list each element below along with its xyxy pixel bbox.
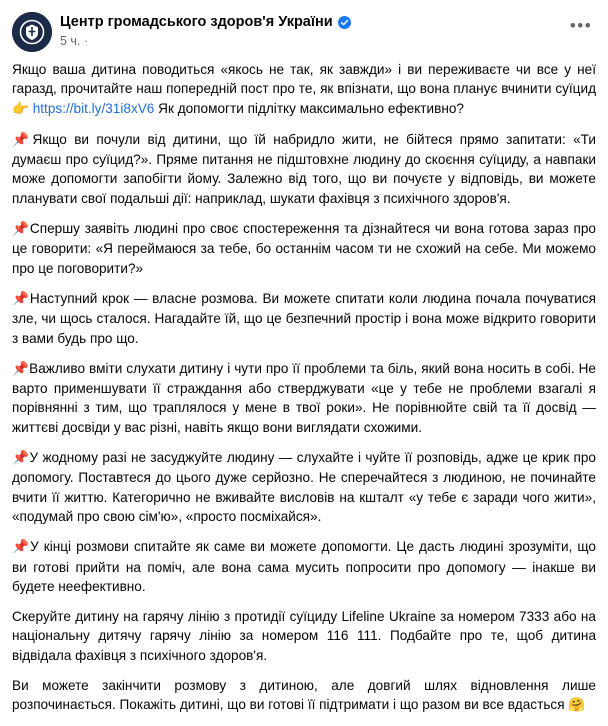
post-meta bbox=[60, 34, 596, 48]
post-text-body bbox=[0, 58, 608, 726]
post-text-run: Спершу заявіть людині про своє спостереження та дізнайтеся чи вона готова зараз про це говорити: «Я переймаюся за тебе, бо останнім часом ти не схожий на себе. Ми можемо про це поговорити?» bbox=[12, 221, 596, 276]
post-timestamp[interactable]: 5 ч. · bbox=[60, 34, 89, 48]
post-text-run: У жодному разі не засуджуйте людину — слухайте і чуйте її розповідь, адже це крик про допомогу. Поставтеся до цього дуже серйозно. Не сперечайтеся з людиною, не починайте вчити її життю. Категорично не вживайте висловів на кшталт «у тебе є заради чого жити», «подумай про свою сім'ю», «просто посміхайся». bbox=[12, 450, 596, 524]
post-paragraph bbox=[12, 359, 596, 437]
post-paragraph bbox=[12, 60, 596, 119]
post-paragraph bbox=[12, 607, 596, 665]
post-text-run: Ви можете закінчити розмову з дитиною, але довгий шлях відновлення лише розпочинається. Покажіть дитині, що ви готові її підтримати і що разом ви все вдасться bbox=[12, 678, 596, 713]
post-text-run: Важливо вміти слухати дитину і чути про її проблеми та біль, який вона носить в собі. Не варто применшувати її страждання або стверджувати «це у тебе не проблеми взагалі я порівнянні з тим, що траплялося у мене в твої роки». Не порівнюйте свій та її досвід — життєві досвіди у вас різні, навіть якщо вони виглядати схожими. bbox=[12, 360, 596, 435]
page-name[interactable]: Центр громадського здоров'я України bbox=[60, 14, 333, 30]
post-paragraph bbox=[12, 219, 596, 278]
post-text-run: Якщо ваша дитина поводиться «якось не так, як завжди» і ви переживаєте чи все у неї гаразд, прочитайте наш попередній пост про те, як впізнати, що вона планує вчинити суїцид bbox=[12, 62, 596, 97]
emoji-icon: 🤗 bbox=[568, 697, 586, 714]
avatar[interactable] bbox=[12, 12, 52, 52]
emoji-icon: 📌 bbox=[12, 221, 30, 238]
emoji-icon: 👉 bbox=[12, 100, 29, 117]
page-name-row bbox=[60, 13, 596, 31]
post-paragraph bbox=[12, 537, 596, 596]
post-header bbox=[0, 0, 608, 58]
emoji-icon: 📌 bbox=[12, 131, 33, 148]
post-text-run: Як допомогти підлітку максимально ефективно? bbox=[154, 100, 464, 116]
post-paragraph bbox=[12, 289, 596, 348]
post-paragraph bbox=[12, 676, 596, 716]
post-more-options-button[interactable]: ••• bbox=[569, 16, 593, 35]
post-text-run: Скеруйте дитину на гарячу лінію з протидії суїциду Lifeline Ukraine за номером 7333 або на національну дитячу гарячу лінію за номером 116 111. Подбайте про те, щоб дитина відвідала фахівця з психічного здоров'я. bbox=[12, 609, 596, 663]
post-text-run: У кінці розмови спитайте як саме ви можете допомогти. Це дасть людині зрозуміти, що ви готові прийти на поміч, але вона сама мусить попросити про допомогу — інакше ви будете неефективно. bbox=[12, 539, 596, 594]
post-author-block bbox=[60, 12, 596, 48]
emoji-icon: 📌 bbox=[12, 539, 31, 556]
emoji-icon: 📌 bbox=[12, 290, 30, 307]
verified-badge-icon bbox=[338, 16, 351, 29]
emoji-icon: 📌 bbox=[12, 450, 30, 467]
post-paragraph bbox=[12, 448, 596, 526]
post-text-run: Якщо ви почули від дитини, що їй набридло жити, не бійтеся прямо запитати: «Ти думаєш про суїцид?». Пряме питання не підштовхне людину до скоєння суїциду, а навпаки може допомогти запобігти йому. Залежно від того, що ви почуєте у відповідь, ви можете планувати свої подальші дії: наприклад, шукати фахівця з психічного здоров'я. bbox=[12, 131, 596, 206]
post-link[interactable]: https://bit.ly/31i8xV6 bbox=[32, 100, 155, 116]
emoji-icon: 📌 bbox=[12, 360, 30, 377]
post-paragraph bbox=[12, 130, 596, 208]
post-text-run: Наступний крок — власне розмова. Ви можете спитати коли людина почала почуватися зле, чи щось сталося. Нагадайте їй, що це безпечний простір і вона може відкрито говорити з вами будь про що. bbox=[12, 290, 596, 346]
